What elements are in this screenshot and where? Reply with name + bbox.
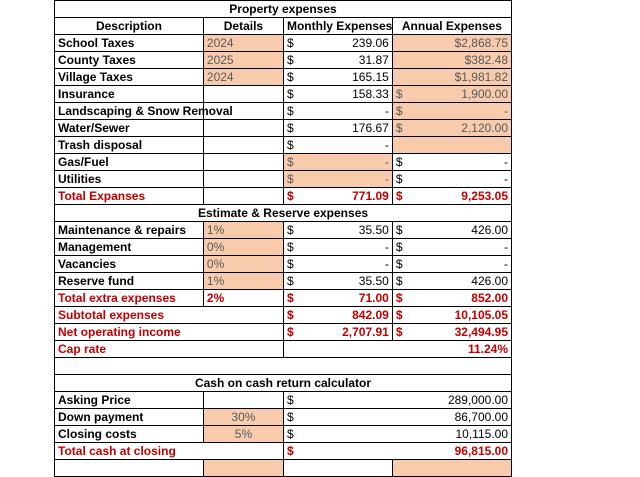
currency-symbol: $ [286, 155, 294, 169]
row-label[interactable]: Down payment [55, 409, 204, 426]
subtotal-annual: 10,105.05 [454, 308, 508, 322]
spacer-row [55, 358, 512, 375]
monthly-value: - [384, 172, 389, 186]
noi-monthly: 2,707.91 [342, 325, 389, 339]
table-row [55, 426, 512, 443]
currency-symbol: $ [286, 172, 294, 186]
annual-value: 1,900.00 [461, 87, 508, 101]
total-cash-value: 96,815.00 [454, 444, 508, 458]
table-row [55, 256, 512, 273]
currency-symbol: $ [395, 223, 403, 237]
details-cell[interactable] [203, 392, 283, 409]
annual-value: 426.00 [471, 223, 508, 237]
table-row [55, 35, 512, 52]
total-expenses-label[interactable]: Total Expanses [55, 188, 204, 205]
empty-cell[interactable] [283, 460, 392, 477]
currency-symbol: $ [286, 427, 294, 441]
details-cell[interactable]: 0% [203, 239, 283, 256]
currency-symbol: $ [395, 325, 403, 339]
currency-symbol: $ [286, 325, 294, 339]
row-label[interactable]: Asking Price [55, 392, 204, 409]
monthly-value: 31.87 [358, 53, 389, 67]
details-cell[interactable]: 1% [203, 273, 283, 290]
currency-symbol: $ [286, 36, 294, 50]
monthly-cell[interactable] [283, 35, 392, 52]
monthly-value: - [384, 155, 389, 169]
monthly-cell[interactable] [283, 86, 392, 103]
row-label[interactable]: Water/Sewer [55, 120, 204, 137]
value-cell[interactable] [283, 426, 511, 443]
currency-symbol: $ [395, 189, 403, 203]
annual-value: 426.00 [471, 274, 508, 288]
table-row [55, 222, 512, 239]
section-title-row [55, 1, 512, 18]
details-cell[interactable] [203, 171, 283, 188]
currency-symbol: $ [286, 53, 294, 67]
row-label[interactable]: Village Taxes [55, 69, 204, 86]
total-monthly-value: 771.09 [352, 189, 389, 203]
details-cell[interactable]: 5% [203, 426, 283, 443]
cash-value: 289,000.00 [447, 393, 508, 407]
empty-input-cell[interactable] [392, 460, 511, 477]
table-row [55, 154, 512, 171]
subtotal-label[interactable]: Subtotal expenses [55, 307, 284, 324]
currency-symbol: $ [286, 308, 294, 322]
currency-symbol: $ [286, 444, 294, 458]
currency-symbol: $ [286, 189, 294, 203]
annual-cell[interactable]: $382.48 [392, 52, 511, 69]
empty-input-cell[interactable] [203, 460, 283, 477]
currency-symbol: $ [395, 240, 403, 254]
total-extra-annual-cell[interactable] [392, 290, 511, 307]
total-extra-annual: 852.00 [471, 291, 508, 305]
total-extra-label[interactable]: Total extra expenses [55, 290, 204, 307]
monthly-cell[interactable] [283, 273, 392, 290]
details-cell[interactable]: 2024 [203, 69, 283, 86]
noi-label[interactable]: Net operating income [55, 324, 284, 341]
annual-value: - [504, 155, 508, 169]
details-cell[interactable] [203, 154, 283, 171]
annual-header[interactable]: Annual Expenses [392, 18, 511, 35]
annual-value: - [504, 104, 508, 118]
details-cell[interactable]: 0% [203, 256, 283, 273]
row-label[interactable]: Trash disposal [55, 137, 204, 154]
monthly-value: - [384, 257, 389, 271]
table-row [55, 171, 512, 188]
annual-value: - [504, 172, 508, 186]
section-title-row [55, 375, 512, 392]
details-cell[interactable] [203, 188, 283, 205]
cash-value: 10,115.00 [455, 427, 508, 441]
annual-value: - [504, 257, 508, 271]
currency-symbol: $ [286, 104, 294, 118]
table-row [55, 69, 512, 86]
currency-symbol: $ [286, 393, 294, 407]
subtotal-monthly-cell[interactable] [283, 307, 392, 324]
currency-symbol: $ [286, 121, 294, 135]
annual-cell[interactable] [392, 171, 511, 188]
table-row [55, 409, 512, 426]
currency-symbol: $ [286, 257, 294, 271]
annual-cell[interactable] [392, 120, 511, 137]
row-label[interactable]: School Taxes [55, 35, 204, 52]
monthly-header[interactable]: Monthly Expenses [283, 18, 392, 35]
cap-rate-label[interactable]: Cap rate [55, 341, 284, 358]
monthly-value: 165.15 [352, 70, 389, 84]
currency-symbol: $ [286, 240, 294, 254]
total-cash-cell[interactable] [283, 443, 511, 460]
currency-symbol: $ [395, 257, 403, 271]
currency-symbol: $ [286, 410, 294, 424]
monthly-cell[interactable] [283, 222, 392, 239]
annual-value: - [504, 240, 508, 254]
monthly-value: - [384, 138, 389, 152]
row-label[interactable]: Utilities [55, 171, 204, 188]
row-label[interactable]: Vacancies [55, 256, 204, 273]
details-cell[interactable] [203, 137, 283, 154]
value-cell[interactable] [283, 409, 511, 426]
monthly-value: 176.67 [352, 121, 389, 135]
subtotal-row [55, 307, 512, 324]
currency-symbol: $ [395, 172, 403, 186]
subtotal-annual-cell[interactable] [392, 307, 511, 324]
currency-symbol: $ [395, 308, 403, 322]
table-row [55, 392, 512, 409]
monthly-value: 35.50 [358, 274, 389, 288]
table-row [55, 120, 512, 137]
currency-symbol: $ [286, 274, 294, 288]
row-label[interactable]: Maintenance & repairs [55, 222, 204, 239]
currency-symbol: $ [395, 155, 403, 169]
currency-symbol: $ [286, 87, 294, 101]
noi-annual: 32,494.95 [454, 325, 508, 339]
monthly-cell[interactable] [283, 52, 392, 69]
details-cell[interactable]: 2024 [203, 35, 283, 52]
monthly-cell[interactable] [283, 120, 392, 137]
monthly-value: 35.50 [358, 223, 389, 237]
currency-symbol: $ [395, 121, 403, 135]
details-cell[interactable]: 2025 [203, 52, 283, 69]
annual-cell[interactable] [392, 222, 511, 239]
header-row [55, 18, 512, 35]
details-cell[interactable] [203, 120, 283, 137]
cash-value: 86,700.00 [454, 410, 508, 424]
currency-symbol: $ [395, 87, 403, 101]
total-annual-cell[interactable] [392, 188, 511, 205]
annual-cell[interactable]: $1,981.82 [392, 69, 511, 86]
total-cash-label[interactable]: Total cash at closing [55, 443, 284, 460]
monthly-value: - [384, 104, 389, 118]
annual-value: 2,120.00 [461, 121, 508, 135]
estimate-reserve-title[interactable]: Estimate & Reserve expenses [55, 205, 512, 222]
total-extra-monthly-cell[interactable] [283, 290, 392, 307]
currency-symbol: $ [395, 104, 403, 118]
table-row [55, 273, 512, 290]
total-extra-details[interactable]: 2% [203, 290, 283, 307]
subtotal-monthly: 842.09 [352, 308, 389, 322]
total-extra-monthly: 71.00 [358, 291, 389, 305]
row-label[interactable]: Gas/Fuel [55, 154, 204, 171]
row-label[interactable]: Insurance [55, 86, 204, 103]
currency-symbol: $ [286, 138, 294, 152]
monthly-value: 239.06 [352, 36, 389, 50]
total-cash-row [55, 443, 512, 460]
noi-monthly-cell[interactable] [283, 324, 392, 341]
annual-cell[interactable] [392, 273, 511, 290]
cash-on-cash-title[interactable]: Cash on cash return calculator [55, 375, 512, 392]
currency-symbol: $ [286, 70, 294, 84]
currency-symbol: $ [395, 274, 403, 288]
row-label[interactable]: Management [55, 239, 204, 256]
table-row [55, 103, 512, 120]
currency-symbol: $ [395, 291, 403, 305]
monthly-cell[interactable] [283, 154, 392, 171]
currency-symbol: $ [286, 291, 294, 305]
spreadsheet-table [54, 0, 512, 477]
table-row [55, 137, 512, 154]
row-label[interactable]: Closing costs [55, 426, 204, 443]
annual-cell[interactable] [392, 137, 511, 154]
total-extra-row [55, 290, 512, 307]
table-row [55, 239, 512, 256]
property-expenses-title[interactable]: Property expenses [55, 1, 512, 18]
cap-rate-value[interactable]: 11.24% [283, 341, 511, 358]
noi-row [55, 324, 512, 341]
annual-cell[interactable] [392, 86, 511, 103]
monthly-cell[interactable] [283, 256, 392, 273]
annual-cell[interactable] [392, 256, 511, 273]
value-cell[interactable] [283, 392, 511, 409]
monthly-value: 158.33 [352, 87, 389, 101]
noi-annual-cell[interactable] [392, 324, 511, 341]
table-row [55, 52, 512, 69]
details-cell[interactable]: 1% [203, 222, 283, 239]
empty-cell[interactable] [55, 358, 512, 375]
monthly-cell[interactable] [283, 239, 392, 256]
monthly-cell[interactable] [283, 103, 392, 120]
row-label[interactable]: Landscaping & Snow Removal [55, 103, 204, 120]
details-cell[interactable]: 30% [203, 409, 283, 426]
details-cell[interactable] [203, 86, 283, 103]
monthly-cell[interactable] [283, 137, 392, 154]
monthly-value: - [384, 240, 389, 254]
row-label[interactable]: Reserve fund [55, 273, 204, 290]
currency-symbol: $ [286, 223, 294, 237]
total-annual-value: 9,253.05 [461, 189, 508, 203]
empty-cell[interactable] [55, 460, 204, 477]
total-expenses-row [55, 188, 512, 205]
section-title-row [55, 205, 512, 222]
annual-cell[interactable] [392, 103, 511, 120]
monthly-cell[interactable] [283, 171, 392, 188]
annual-cell[interactable]: $2,868.75 [392, 35, 511, 52]
annual-cell[interactable] [392, 239, 511, 256]
description-header[interactable]: Description [55, 18, 204, 35]
partial-row [55, 460, 512, 477]
monthly-cell[interactable] [283, 69, 392, 86]
table-row [55, 86, 512, 103]
details-header[interactable]: Details [203, 18, 283, 35]
total-monthly-cell[interactable] [283, 188, 392, 205]
row-label[interactable]: County Taxes [55, 52, 204, 69]
cap-rate-row [55, 341, 512, 358]
annual-cell[interactable] [392, 154, 511, 171]
